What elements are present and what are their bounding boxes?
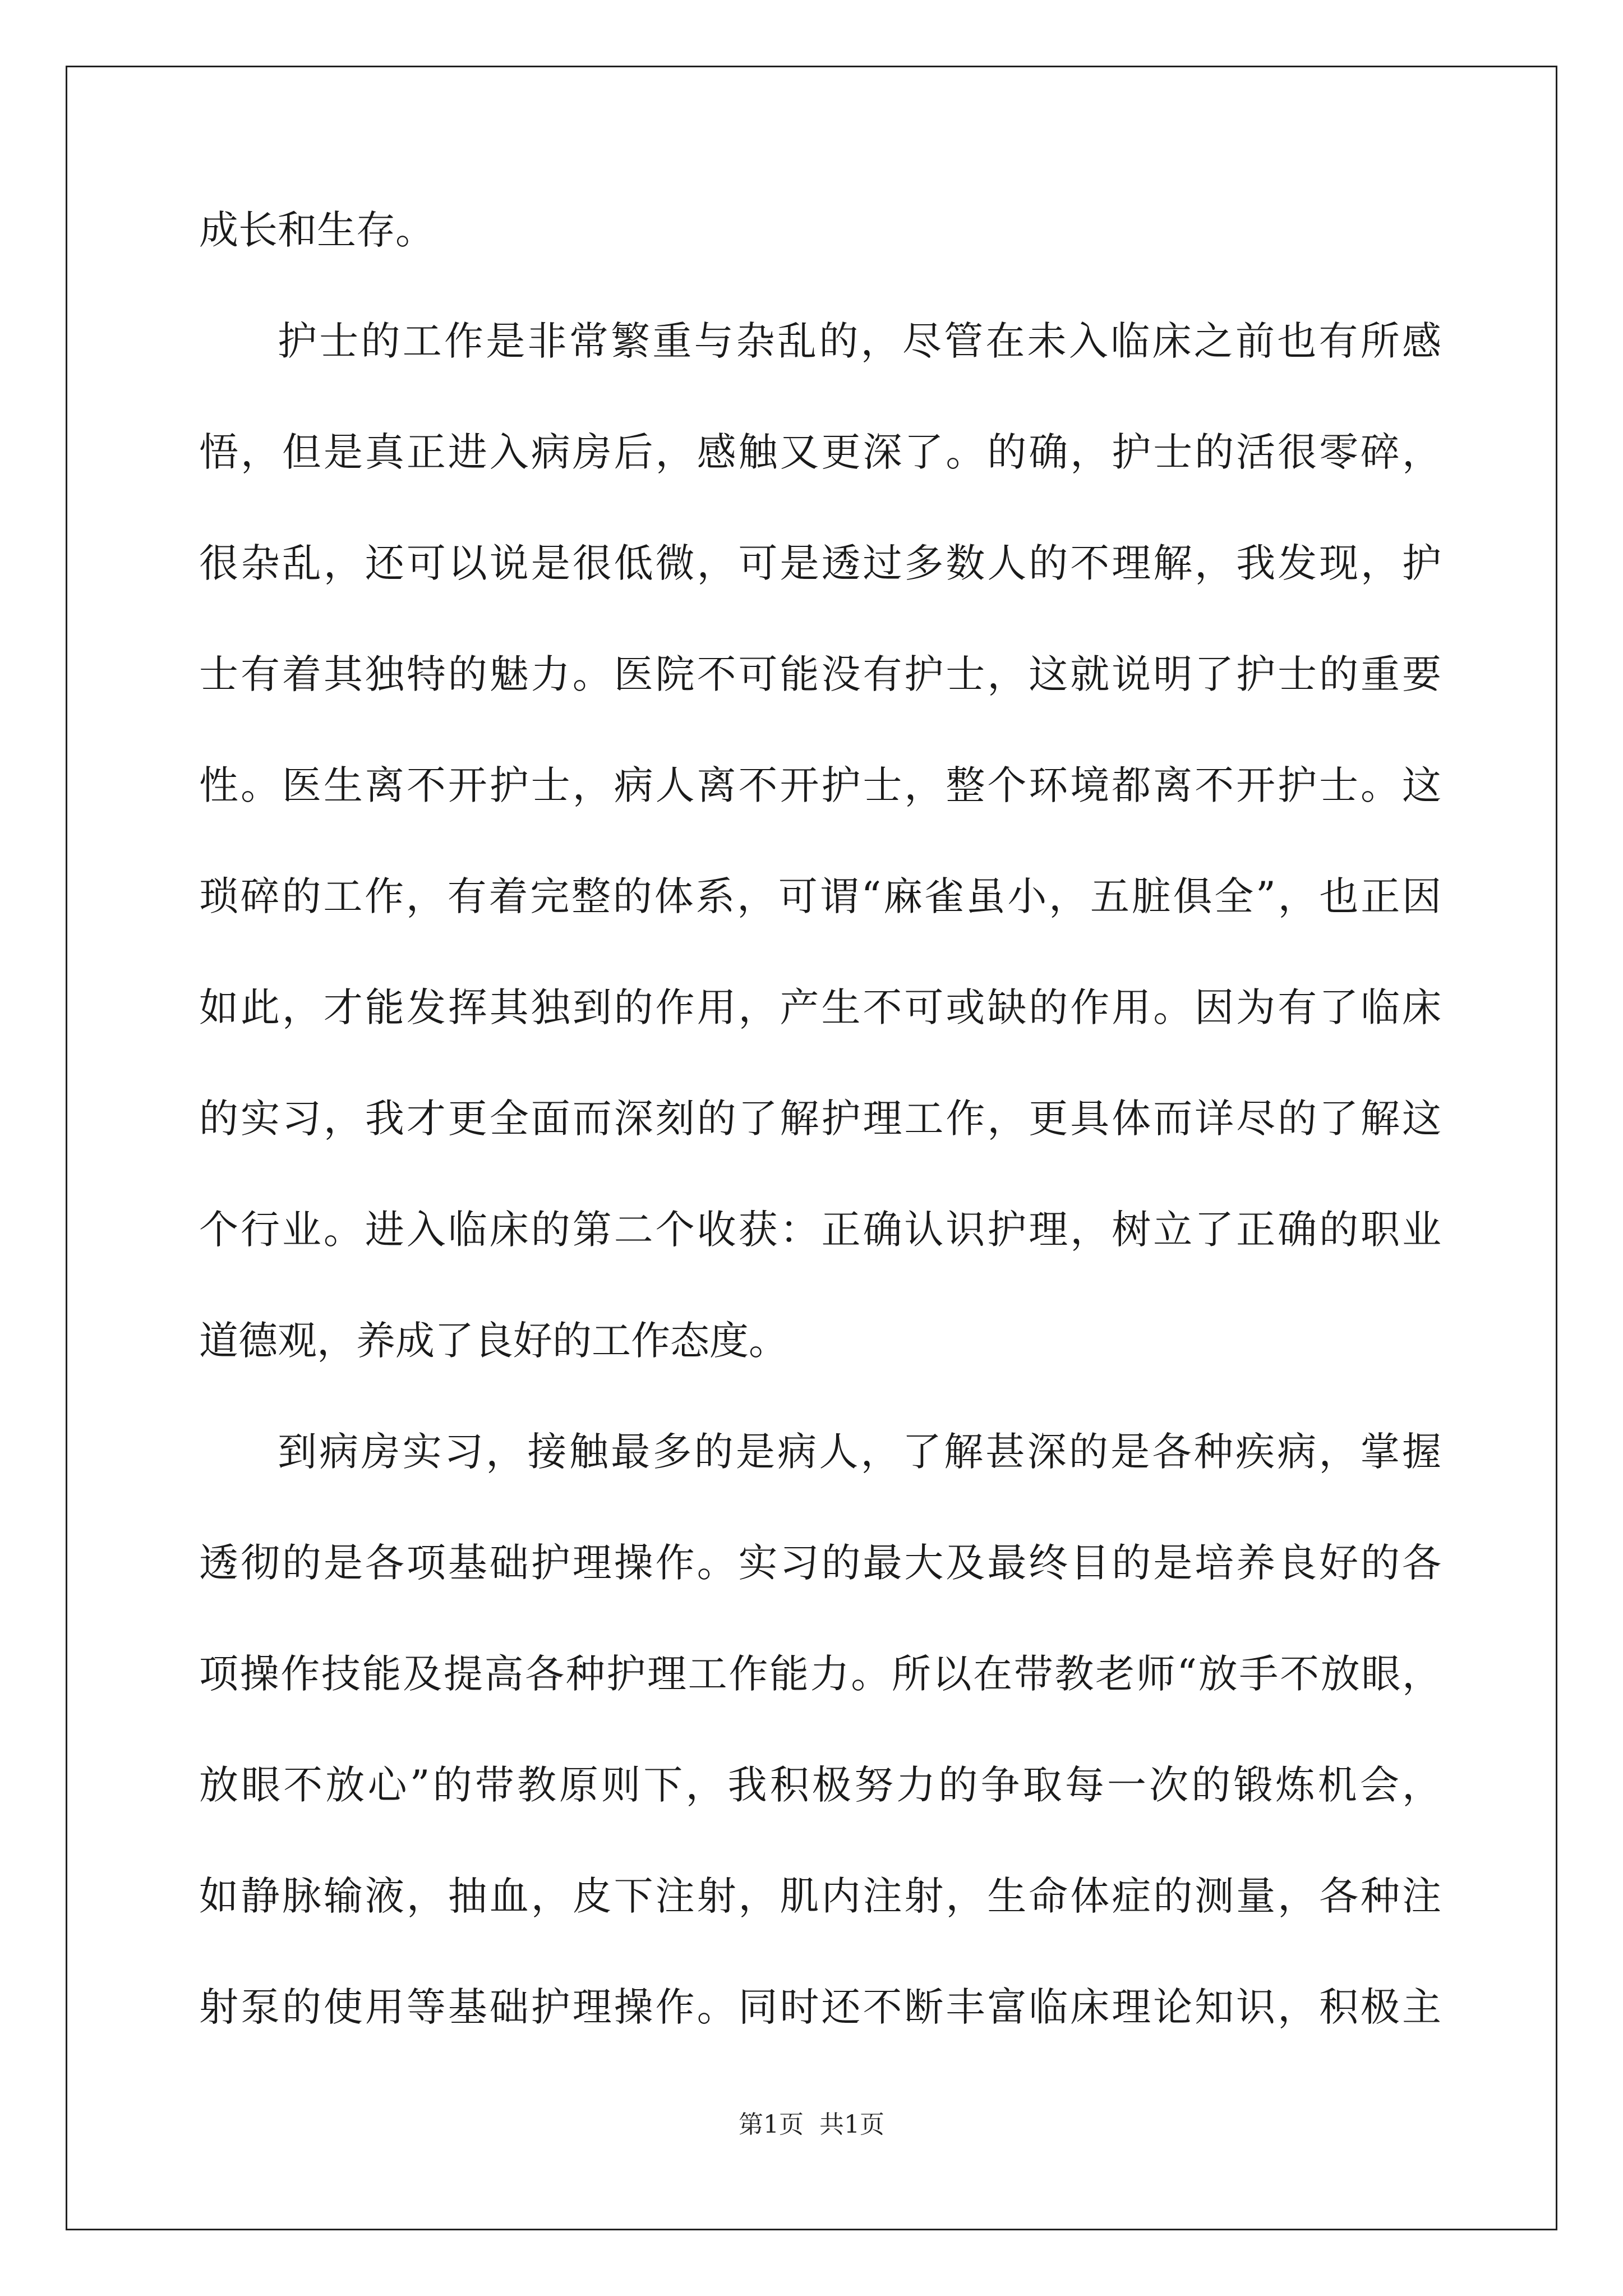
text-line: 射泵的使用等基础护理操作。同时还不断丰富临床理论知识，积极主	[199, 1984, 1441, 2030]
text-line: 到病房实习，接触最多的是病人，了解甚深的是各种疾病，掌握	[278, 1429, 1441, 1475]
text-line: 成长和生存。	[199, 207, 435, 253]
text-line: 的实习，我才更全面而深刻的了解护理工作，更具体而详尽的了解这	[199, 1096, 1441, 1142]
text-line: 性。医生离不开护士，病人离不开护士，整个环境都离不开护士。这	[199, 762, 1441, 808]
text-line: 很杂乱，还可以说是很低微，可是透过多数人的不理解，我发现，护	[199, 540, 1441, 586]
text-line: 项操作技能及提高各种护理工作能力。所以在带教老师“放手不放眼，	[199, 1651, 1441, 1697]
text-line: 琐碎的工作，有着完整的体系，可谓“麻雀虽小，五脏俱全”，也正因	[199, 873, 1441, 919]
page-total: 共1页	[819, 2110, 884, 2139]
text-line: 如此，才能发挥其独到的作用，产生不可或缺的作用。因为有了临床	[199, 984, 1441, 1030]
text-line: 透彻的是各项基础护理操作。实习的最大及最终目的是培养良好的各	[199, 1540, 1441, 1586]
text-line: 如静脉输液，抽血，皮下注射，肌内注射，生命体症的测量，各种注	[199, 1873, 1441, 1919]
text-line: 放眼不放心”的带教原则下，我积极努力的争取每一次的锻炼机会，	[199, 1762, 1441, 1808]
page-footer	[0, 2108, 1623, 2142]
text-line: 悟，但是真正进入病房后，感触又更深了。的确，护士的活很零碎，	[199, 429, 1441, 475]
text-line: 道德观，养成了良好的工作态度。	[199, 1318, 788, 1364]
text-line: 士有着其独特的魅力。医院不可能没有护士，这就说明了护士的重要	[199, 651, 1441, 697]
page-number: 第1页	[739, 2110, 804, 2139]
text-line: 护士的工作是非常繁重与杂乱的，尽管在未入临床之前也有所感	[278, 318, 1441, 364]
text-line: 个行业。进入临床的第二个收获：正确认识护理，树立了正确的职业	[199, 1207, 1441, 1253]
